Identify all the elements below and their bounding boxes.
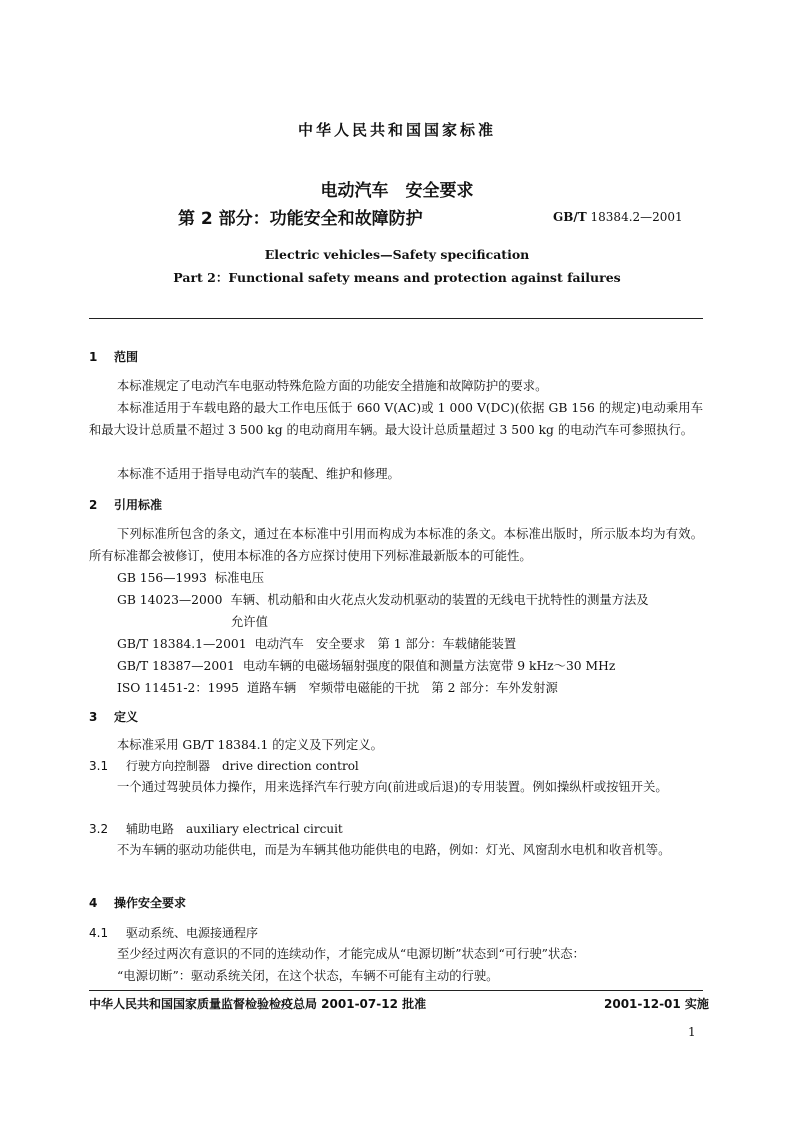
page-number: 1 — [688, 1025, 696, 1039]
standard-title-en-line1: Electric vehicles—Safety specification — [264, 247, 530, 262]
reference-item — [117, 677, 703, 699]
reference-code: ISO 11451-2：1995 — [117, 681, 239, 695]
standard-title-cn-line2: 第 2 部分：功能安全和故障防护 — [178, 209, 423, 229]
reference-title: 电动汽车 安全要求 第 1 部分：车载储能装置 — [254, 637, 517, 651]
reference-title: 电动车辆的电磁场辐射强度的限值和测量方法宽带 9 kHz～30 MHz — [242, 659, 616, 673]
footer-divider — [89, 990, 703, 991]
standard-title-en-line2: Part 2：Functional safety means and protection against failures — [173, 270, 621, 285]
reference-item — [117, 589, 703, 611]
reference-item — [117, 567, 703, 589]
definition-3-1-heading — [89, 757, 359, 774]
reference-title: 标准电压 — [214, 571, 265, 585]
subsection-number: 4.1 — [89, 926, 109, 940]
implementation-date: 2001-12-01 实施 — [604, 997, 709, 1011]
section-1-paragraph-3: 本标准不适用于指导电动汽车的装配、维护和修理。 — [117, 467, 400, 481]
reference-title: 允许值 — [231, 615, 268, 629]
standard-prefix: GB/T — [553, 210, 587, 224]
section-title: 引用标准 — [114, 498, 163, 512]
section-number: 4 — [89, 896, 98, 910]
approval-statement: 中华人民共和国国家质量监督检验检疫总局 2001-07-12 批准 — [89, 997, 427, 1011]
standard-code: 18384.2—2001 — [590, 210, 683, 224]
standard-number — [553, 210, 683, 224]
standard-title-cn-line1: 电动汽车 安全要求 — [320, 181, 474, 201]
subsection-title: 辅助电路 auxiliary electrical circuit — [126, 822, 343, 836]
reference-code: GB 14023—2000 — [117, 593, 223, 607]
reference-title: 道路车辆 窄频带电磁能的干扰 第 2 部分：车外发射源 — [246, 681, 558, 695]
definition-3-2-text: 不为车辆的驱动功能供电，而是为车辆其他功能供电的电路，例如：灯光、风窗刮水电机和收音机等。 — [117, 843, 671, 857]
subsection-number: 3.2 — [89, 822, 109, 836]
reference-code: GB/T 18387—2001 — [117, 659, 235, 673]
definition-3-2-heading — [89, 820, 343, 837]
reference-item — [117, 655, 703, 677]
definition-3-1-text: 一个通过驾驶员体力操作，用来选择汽车行驶方向(前进或后退)的专用装置。例如操纵杆或按钮开关。 — [117, 780, 668, 794]
section-1-heading — [89, 348, 138, 365]
section-title: 范围 — [114, 350, 139, 364]
section-title: 定义 — [114, 710, 139, 724]
reference-item-continuation — [231, 611, 701, 633]
section-number: 2 — [89, 498, 98, 512]
section-4-paragraph-2: “电源切断”：驱动系统关闭，在这个状态，车辆不可能有主动的行驶。 — [117, 969, 499, 983]
section-3-heading — [89, 708, 138, 725]
subsection-4-1-heading — [89, 924, 258, 941]
subsection-title: 驱动系统、电源接通程序 — [126, 926, 259, 940]
issuing-authority-title: 中华人民共和国国家标准 — [297, 121, 496, 139]
subsection-title: 行驶方向控制器 drive direction control — [126, 759, 359, 773]
section-1-paragraph-2: 本标准适用于车载电路的最大工作电压低于 660 V(AC)或 1 000 V(DC)(依据 GB 156 的规定)电动乘用车和最大设计总质量不超过 3 500 kg 的电动商用车辆。最大设计总质量超过 3 500 kg 的电动汽车可参照执行。 — [89, 401, 703, 437]
section-number: 3 — [89, 710, 98, 724]
reference-item — [117, 633, 703, 655]
reference-title: 车辆、机动船和由火花点火发动机驱动的装置的无线电干扰特性的测量方法及 — [230, 593, 649, 607]
section-title: 操作安全要求 — [114, 896, 187, 910]
reference-code: GB/T 18384.1—2001 — [117, 637, 247, 651]
section-1-paragraph-1: 本标准规定了电动汽车电驱动特殊危险方面的功能安全措施和故障防护的要求。 — [117, 379, 548, 393]
section-number: 1 — [89, 350, 98, 364]
reference-code: GB 156—1993 — [117, 571, 207, 585]
section-2-heading — [89, 496, 162, 513]
section-3-paragraph-1: 本标准采用 GB/T 18384.1 的定义及下列定义。 — [117, 738, 383, 752]
section-2-paragraph-1: 下列标准所包含的条文，通过在本标准中引用而构成为本标准的条文。本标准出版时，所示版本均为有效。所有标准都会被修订，使用本标准的各方应探讨使用下列标准最新版本的可能性。 — [89, 527, 703, 563]
subsection-number: 3.1 — [89, 759, 109, 773]
section-4-paragraph-1: 至少经过两次有意识的不同的连续动作，才能完成从“电源切断”状态到“可行驶”状态： — [117, 947, 585, 961]
section-4-heading — [89, 894, 186, 911]
header-divider — [89, 318, 703, 319]
